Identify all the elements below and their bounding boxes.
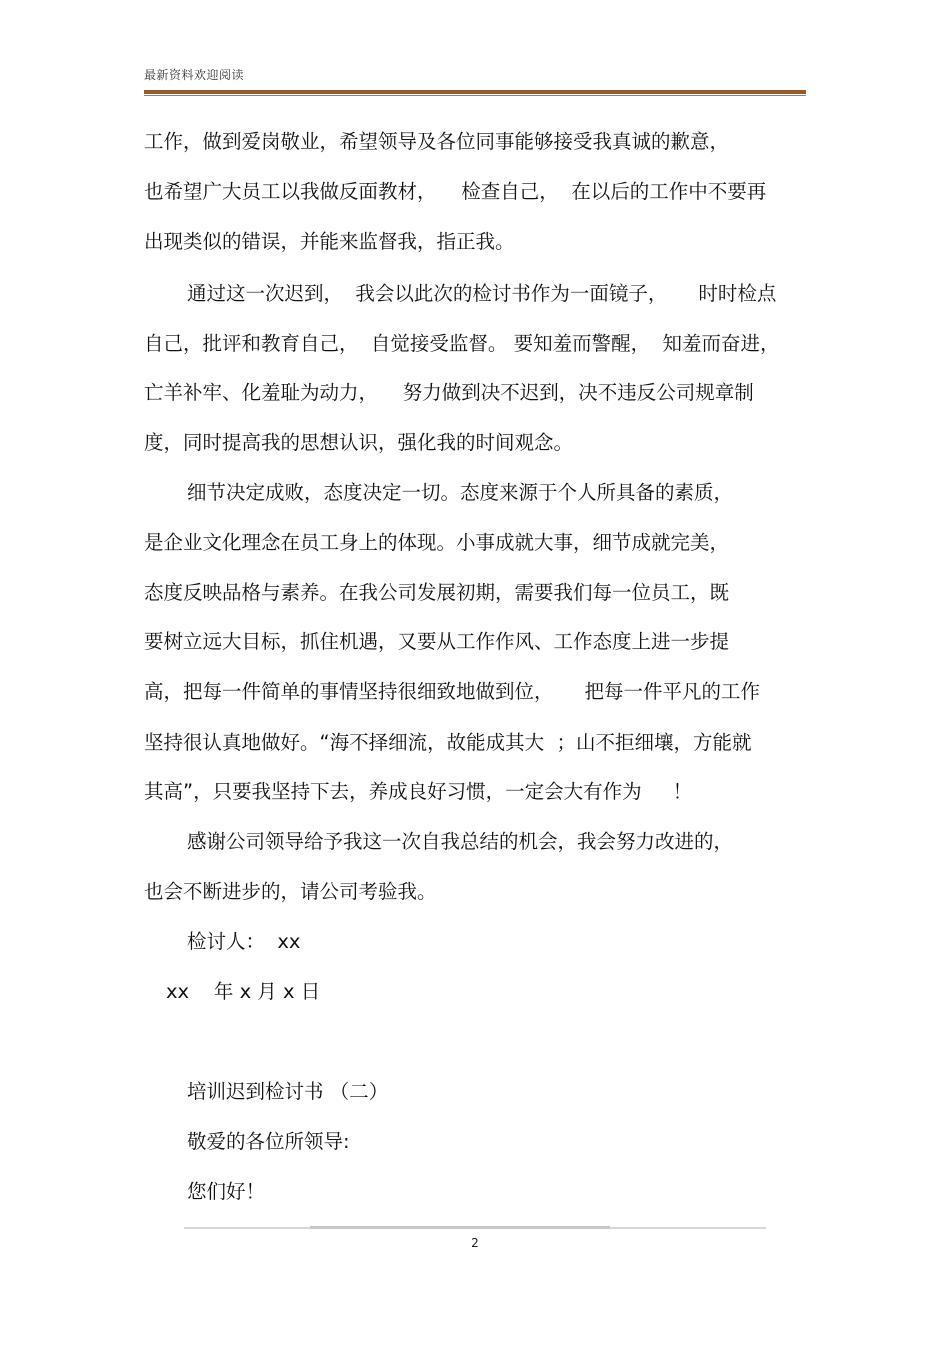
body-line: 要树立远大目标，抓住机遇，又要从工作作风、工作态度上进一步提 <box>144 630 730 653</box>
body-line: 出现类似的错误，并能来监督我，指正我。 <box>144 230 515 253</box>
body-line: 也希望广大员工以我做反面教材， 检查自己， 在以后的工作中不要再 <box>144 180 767 203</box>
body-line: 感谢公司领导给予我这一次自我总结的机会，我会努力改进的， <box>187 830 734 853</box>
signature-line: 检讨人： xx <box>187 930 301 953</box>
greeting: 您们好！ <box>187 1180 266 1203</box>
body-line: 高，把每一件简单的事情坚持很细致地做到位， 把每一件平凡的工作 <box>144 680 760 703</box>
body-line: 亡羊补牢、化羞耻为动力， 努力做到决不迟到，决不违反公司规章制 <box>144 381 754 404</box>
body-line: 其高”，只要我坚持下去，养成良好习惯，一定会大有作为 ！ <box>144 780 693 803</box>
body-line: 是企业文化理念在员工身上的体现。小事成就大事，细节成就完美， <box>144 531 730 554</box>
body-line: 坚持很认真地做好。“海不择细流，故能成其大 ；山不拒细壤，方能就 <box>144 731 752 754</box>
date-line: xx 年 x 月 x 日 <box>166 980 321 1003</box>
page-number: 2 <box>471 1236 479 1250</box>
header-title: 最新资料欢迎阅读 <box>144 68 245 82</box>
footer-divider-accent <box>310 1226 610 1229</box>
header-divider <box>144 90 806 96</box>
body-line: 工作，做到爱岗敬业，希望领导及各位同事能够接受我真诚的歉意， <box>144 130 730 153</box>
body-line: 自己，批评和教育自己， 自觉接受监督。 要知羞而警醒， 知羞而奋进， <box>144 332 780 355</box>
body-line: 细节决定成败，态度决定一切。态度来源于个人所具备的素质， <box>187 481 734 504</box>
body-line: 也会不断进步的，请公司考验我。 <box>144 880 437 903</box>
section-title: 培训迟到检讨书 （二） <box>187 1080 389 1103</box>
body-line: 态度反映品格与素养。在我公司发展初期，需要我们每一位员工，既 <box>144 581 730 604</box>
salutation: 敬爱的各位所领导: <box>187 1130 350 1153</box>
body-line: 度，同时提高我的思想认识，强化我的时间观念。 <box>144 431 574 454</box>
body-line: 通过这一次迟到， 我会以此次的检讨书作为一面镜子， 时时检点 <box>187 282 777 305</box>
